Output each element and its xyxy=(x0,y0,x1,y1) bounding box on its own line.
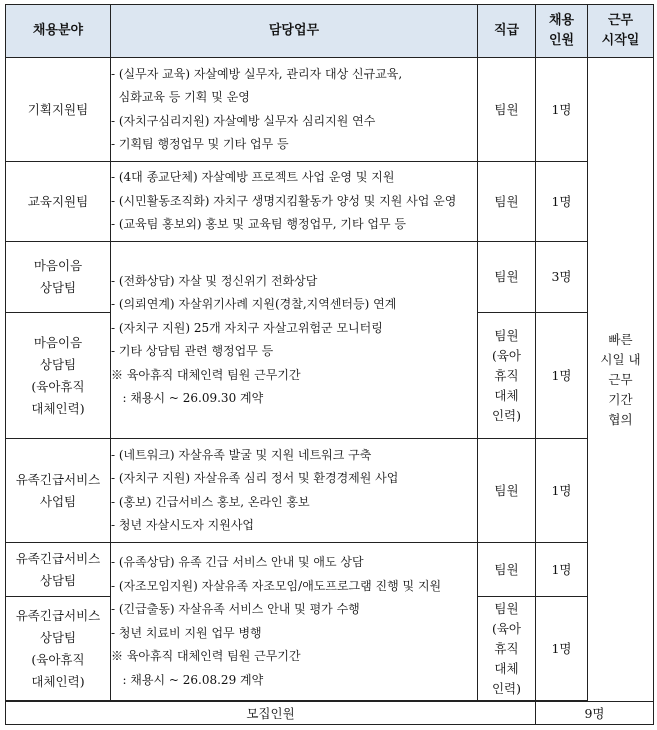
count-cell: 1명 xyxy=(536,162,588,242)
duty-cell: - (실무자 교육) 자살예방 실무자, 관리자 대상 신규교육, 심화교육 등 기획 및 운영 - (자치구심리지원) 자살예방 실무자 심리지원 연수 - 기획팀 행정업무 및 기타 업무 등 xyxy=(111,58,478,162)
field-cell: 마음이음 상담팀 (육아휴직 대체인력) xyxy=(6,313,111,439)
rank-cell: 팀원 xyxy=(478,58,536,162)
header-count xyxy=(536,5,588,58)
header-field: 채용분야 xyxy=(6,5,111,58)
header-start-line2: 시작일 xyxy=(601,33,640,48)
header-count-line1: 채용 xyxy=(548,13,575,28)
total-value: 9명 xyxy=(536,702,654,725)
count-cell: 1명 xyxy=(536,439,588,543)
count-cell: 1명 xyxy=(536,597,588,701)
field-cell: 마음이음 상담팀 xyxy=(6,242,111,313)
table-row xyxy=(6,162,654,242)
total-row xyxy=(6,702,654,725)
recruitment-table xyxy=(5,4,654,725)
count-cell: 3명 xyxy=(536,242,588,313)
rank-cell: 팀원 (육아 휴직 대체 인력) xyxy=(478,597,536,701)
table-row xyxy=(6,242,654,313)
field-cell: 유족긴급서비스 상담팀 xyxy=(6,543,111,597)
header-duty: 담당업무 xyxy=(111,5,478,58)
rank-cell: 팀원 xyxy=(478,242,536,313)
header-row xyxy=(6,5,654,58)
field-cell: 교육지원팀 xyxy=(6,162,111,242)
header-start xyxy=(588,5,654,58)
rank-cell: 팀원 xyxy=(478,162,536,242)
count-cell: 1명 xyxy=(536,543,588,597)
header-rank: 직급 xyxy=(478,5,536,58)
table-row xyxy=(6,543,654,597)
rank-cell: 팀원 (육아 휴직 대체 인력) xyxy=(478,313,536,439)
duty-cell: - (4대 종교단체) 자살예방 프로젝트 사업 운영 및 지원 - (시민활동조직화) 자치구 생명지킴활동가 양성 및 지원 사업 운영 - (교육팀 홍보외) 홍보 및 교육팀 행정업무, 기타 업무 등 xyxy=(111,162,478,242)
total-label: 모집인원 xyxy=(6,702,536,725)
count-cell: 1명 xyxy=(536,58,588,162)
field-cell: 유족긴급서비스 사업팀 xyxy=(6,439,111,543)
count-cell: 1명 xyxy=(536,313,588,439)
field-cell: 기획지원팀 xyxy=(6,58,111,162)
rank-cell: 팀원 xyxy=(478,439,536,543)
header-count-line2: 인원 xyxy=(548,33,575,48)
table-row xyxy=(6,439,654,543)
table-row xyxy=(6,58,654,162)
rank-cell: 팀원 xyxy=(478,543,536,597)
duty-cell-bereaved: - (유족상담) 유족 긴급 서비스 안내 및 애도 상담 - (자조모임지원) 자살유족 자조모임/애도프로그램 진행 및 지원 - (긴급출동) 자살유족 서비스 안내 및 평가 수행 - 청년 치료비 지원 업무 병행 ※ 육아휴직 대체인력 팀원 근무기간 : 채용시 ~ 26.08.29 계약 xyxy=(111,543,478,701)
field-cell: 유족긴급서비스 상담팀 (육아휴직 대체인력) xyxy=(6,597,111,701)
header-start-line1: 근무 xyxy=(607,13,634,28)
start-date-cell: 빠른 시일 내 근무 기간 협의 xyxy=(588,58,654,702)
duty-cell: - (네트워크) 자살유족 발굴 및 지원 네트워크 구축 - (자치구 지원) 자살유족 심리 정서 및 환경경제원 사업 - (홍보) 긴급서비스 홍보, 온라인 홍보 - 청년 자살시도자 지원사업 xyxy=(111,439,478,543)
duty-cell-counsel: - (전화상담) 자살 및 정신위기 전화상담 - (의뢰연계) 자살위기사례 지원(경찰,지역센터등) 연계 - (자치구 지원) 25개 자치구 자살고위험군 모니터링 - 기타 상담팀 관련 행정업무 등 ※ 육아휴직 대체인력 팀원 근무기간 : 채용시 ~ 26.09.30 계약 xyxy=(111,242,478,439)
